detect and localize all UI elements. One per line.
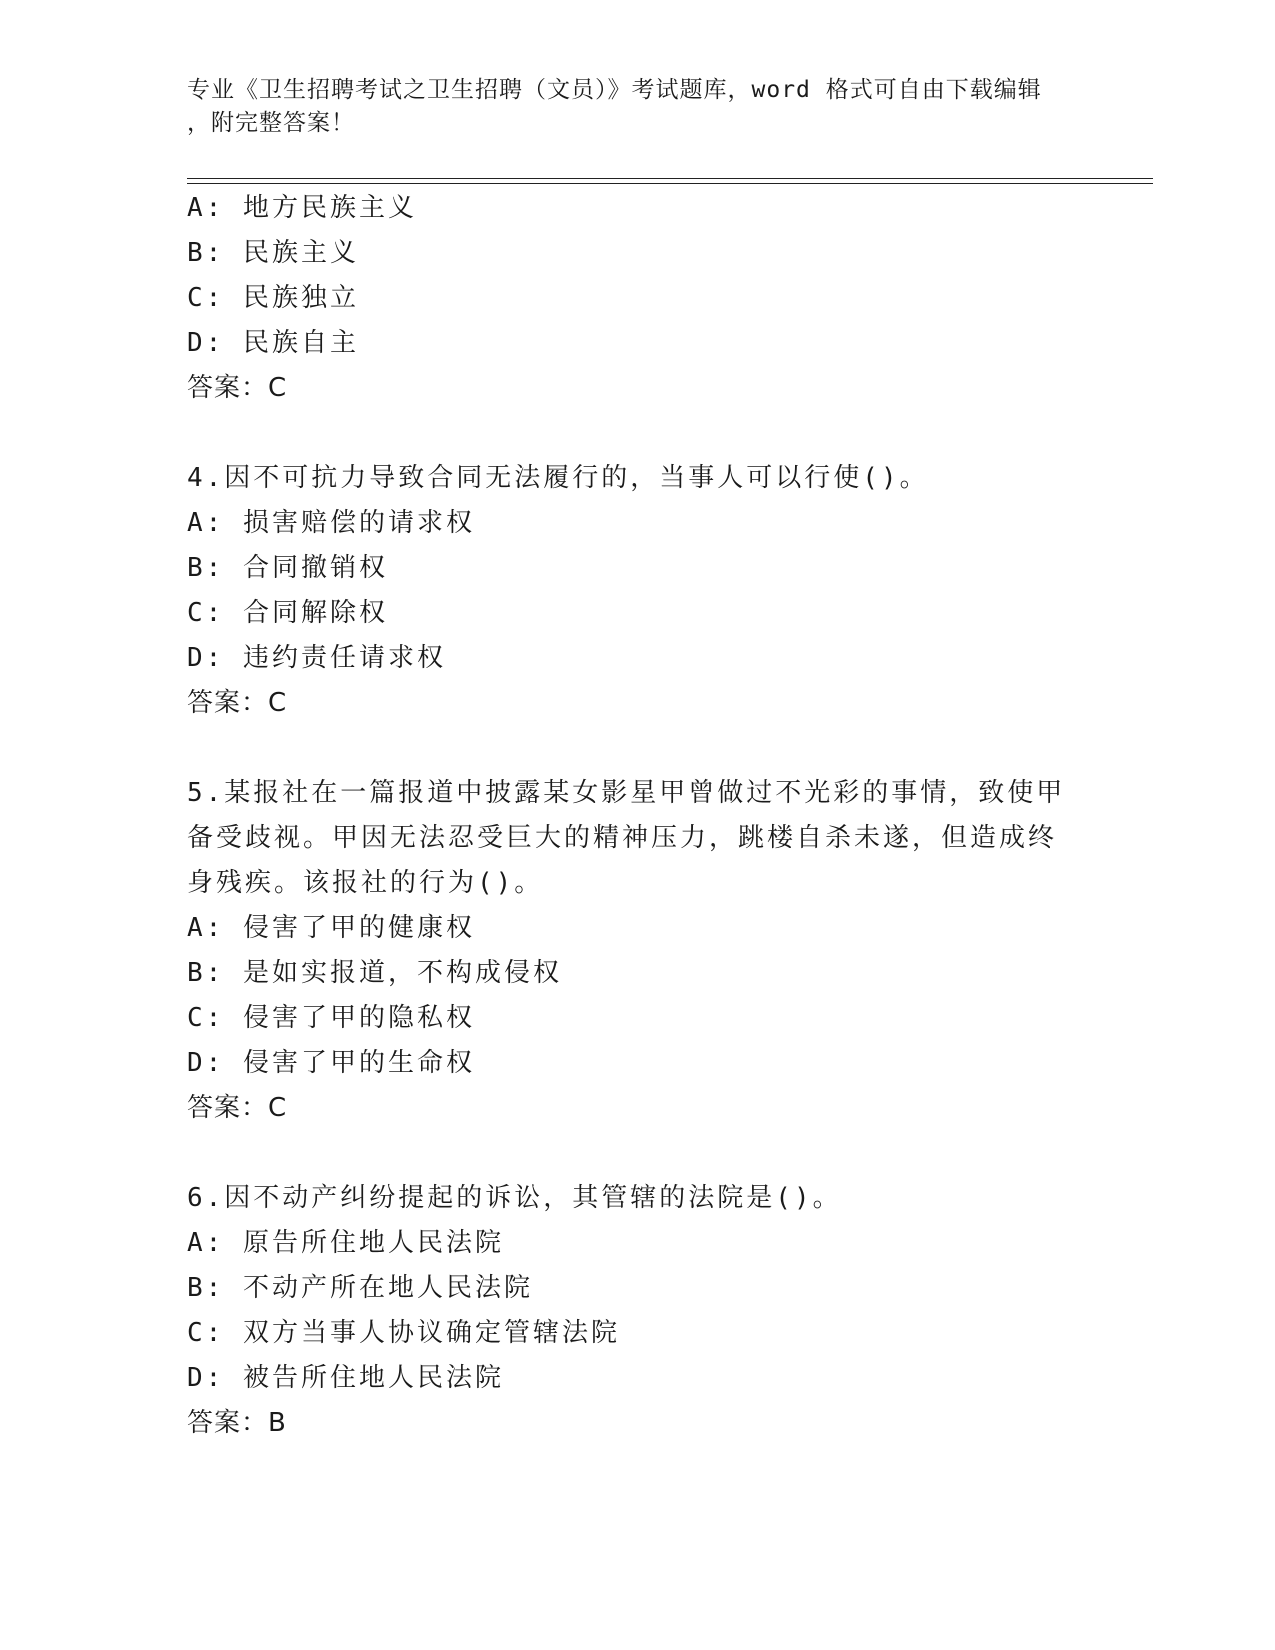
q6-option-c: C: 双方当事人协议确定管辖法院 bbox=[187, 1318, 620, 1348]
q4-stem: 4.因不可抗力导致合同无法履行的，当事人可以行使()。 bbox=[187, 463, 929, 493]
q6-option-d: D: 被告所住地人民法院 bbox=[187, 1363, 504, 1393]
document-header bbox=[187, 74, 1067, 140]
header-line-2: ，附完整答案！ bbox=[187, 110, 355, 136]
header-divider-top bbox=[187, 178, 1153, 179]
q5-option-c: C: 侵害了甲的隐私权 bbox=[187, 1003, 475, 1033]
header-line-1: 专业《卫生招聘考试之卫生招聘（文员）》考试题库，word 格式可自由下载编辑 bbox=[187, 77, 1042, 103]
q5-option-a: A: 侵害了甲的健康权 bbox=[187, 913, 475, 943]
q4-answer: 答案：C bbox=[187, 688, 288, 718]
q3-answer: 答案：C bbox=[187, 373, 288, 403]
q6-option-a: A: 原告所住地人民法院 bbox=[187, 1228, 504, 1258]
q6-option-b: B: 不动产所在地人民法院 bbox=[187, 1273, 533, 1303]
q4-option-c: C: 合同解除权 bbox=[187, 598, 388, 628]
q4-option-d: D: 违约责任请求权 bbox=[187, 643, 446, 673]
q6-answer: 答案：B bbox=[187, 1408, 287, 1438]
q5-option-b: B: 是如实报道，不构成侵权 bbox=[187, 958, 562, 988]
q3-option-a: A: 地方民族主义 bbox=[187, 193, 417, 223]
q3-option-d: D: 民族自主 bbox=[187, 328, 359, 358]
q3-option-c: C: 民族独立 bbox=[187, 283, 359, 313]
q5-stem-line-2: 备受歧视。甲因无法忍受巨大的精神压力，跳楼自杀未遂，但造成终 bbox=[187, 823, 1058, 853]
q4-option-b: B: 合同撤销权 bbox=[187, 553, 388, 583]
q6-stem: 6.因不动产纠纷提起的诉讼，其管辖的法院是()。 bbox=[187, 1183, 842, 1213]
q5-answer: 答案：C bbox=[187, 1093, 288, 1123]
q5-stem-line-3: 身残疾。该报社的行为()。 bbox=[187, 868, 544, 898]
header-divider-bottom bbox=[187, 183, 1153, 184]
q3-option-b: B: 民族主义 bbox=[187, 238, 359, 268]
q4-option-a: A: 损害赔偿的请求权 bbox=[187, 508, 475, 538]
q5-option-d: D: 侵害了甲的生命权 bbox=[187, 1048, 475, 1078]
q5-stem-line-1: 5.某报社在一篇报道中披露某女影星甲曾做过不光彩的事情，致使甲 bbox=[187, 778, 1066, 808]
